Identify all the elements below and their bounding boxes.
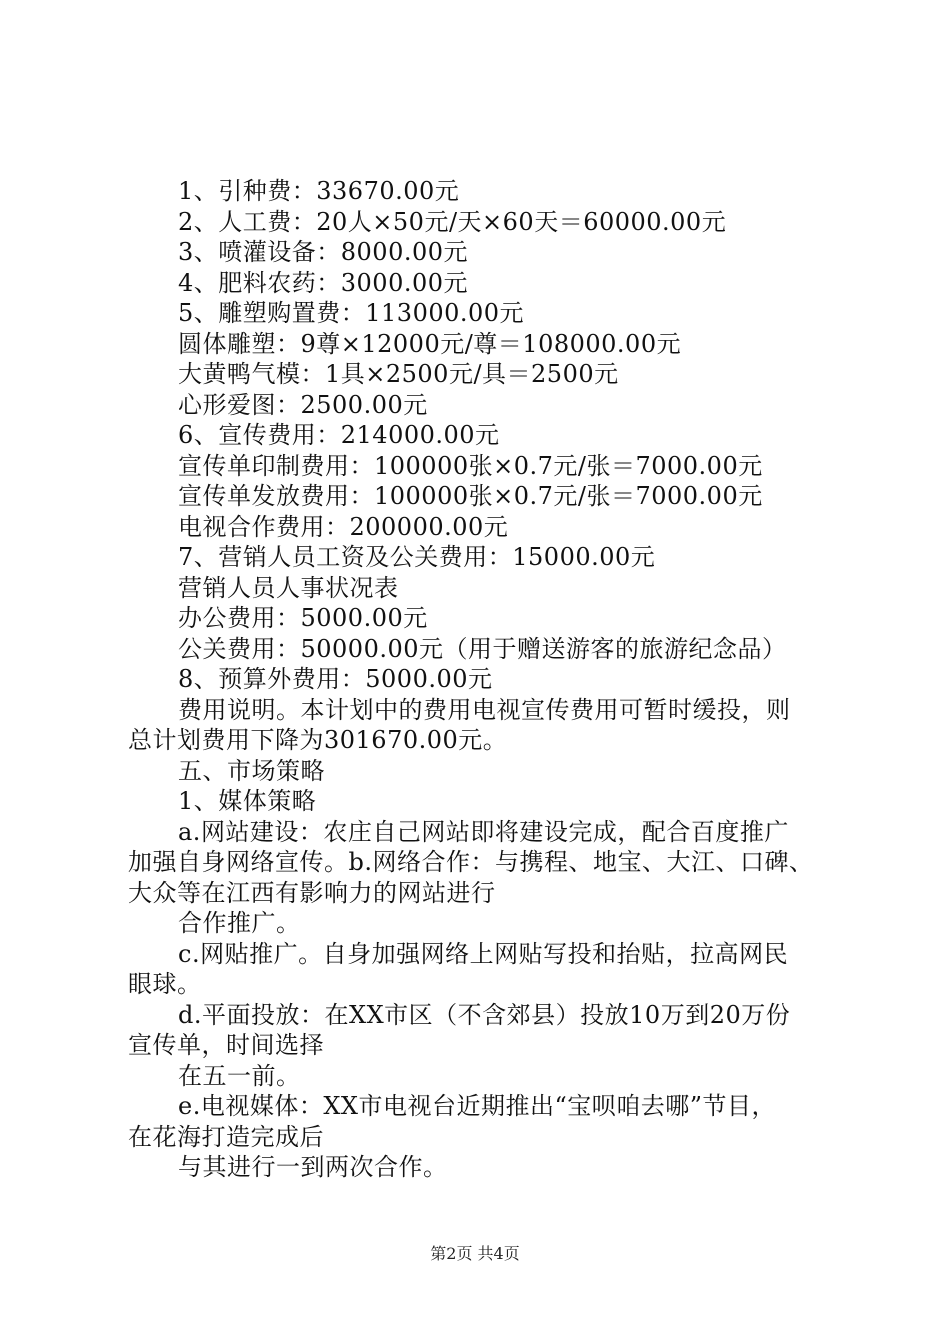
- line-21: 1、媒体策略: [178, 787, 317, 815]
- line-11: 宣传单发放费用：100000张×0.7元/张＝7000.00元: [178, 482, 763, 510]
- line-25: 合作推广。: [178, 909, 301, 937]
- line-10: 宣传单印制费用：100000张×0.7元/张＝7000.00元: [178, 451, 763, 480]
- line-22: a.网站建设：农庄自己网站即将建设完成，配合百度推广: [178, 817, 789, 846]
- line-07: 大黄鸭气模：1具×2500元/具＝2500元: [178, 360, 619, 388]
- line-18: 费用说明。本计划中的费用电视宣传费用可暂时缓投，则: [178, 695, 791, 724]
- line-04: 4、肥料农药：3000.00元: [178, 268, 469, 297]
- line-19: 总计划费用下降为301670.00元。: [128, 726, 508, 754]
- line-08: 心形爱图：2500.00元: [178, 390, 428, 419]
- document-body: [128, 176, 848, 1183]
- line-23: 加强自身网络宣传。b.网络合作：与携程、地宝、大江、口碑、: [128, 848, 814, 876]
- line-12: 电视合作费用：200000.00元: [178, 512, 509, 541]
- line-29: 宣传单，时间选择: [128, 1031, 324, 1059]
- line-33: 与其进行一到两次合作。: [178, 1153, 448, 1181]
- line-16: 公关费用：50000.00元（用于赠送游客的旅游纪念品）: [178, 634, 787, 663]
- line-06: 圆体雕塑：9尊×12000元/尊＝108000.00元: [178, 329, 682, 358]
- line-32: 在花海打造完成后: [128, 1122, 324, 1151]
- line-30: 在五一前。: [178, 1061, 301, 1090]
- line-14: 营销人员人事状况表: [178, 573, 399, 602]
- line-09: 6、宣传费用：214000.00元: [178, 421, 500, 449]
- line-20: 五、市场策略: [178, 756, 325, 785]
- line-15: 办公费用：5000.00元: [178, 604, 428, 632]
- line-27: 眼球。: [128, 970, 202, 998]
- line-24: 大众等在江西有影响力的网站进行: [128, 878, 496, 907]
- line-28: d.平面投放：在XX市区（不含郊县）投放10万到20万份: [178, 1000, 791, 1029]
- page-number-footer: 第2页 共4页: [430, 1244, 520, 1263]
- line-05: 5、雕塑购置费：113000.00元: [178, 299, 525, 327]
- line-31: e.电视媒体：XX市电视台近期推出“宝呗咱去哪”节目，: [178, 1092, 777, 1120]
- line-01: 1、引种费：33670.00元: [178, 177, 460, 205]
- line-26: c.网贴推广。自身加强网络上网贴写投和抬贴，拉高网民: [178, 939, 789, 968]
- line-13: 7、营销人员工资及公关费用：15000.00元: [178, 543, 656, 571]
- line-17: 8、预算外费用：5000.00元: [178, 665, 493, 693]
- line-03: 3、喷灌设备：8000.00元: [178, 238, 469, 266]
- line-02: 2、人工费：20人×50元/天×60天＝60000.00元: [178, 207, 727, 236]
